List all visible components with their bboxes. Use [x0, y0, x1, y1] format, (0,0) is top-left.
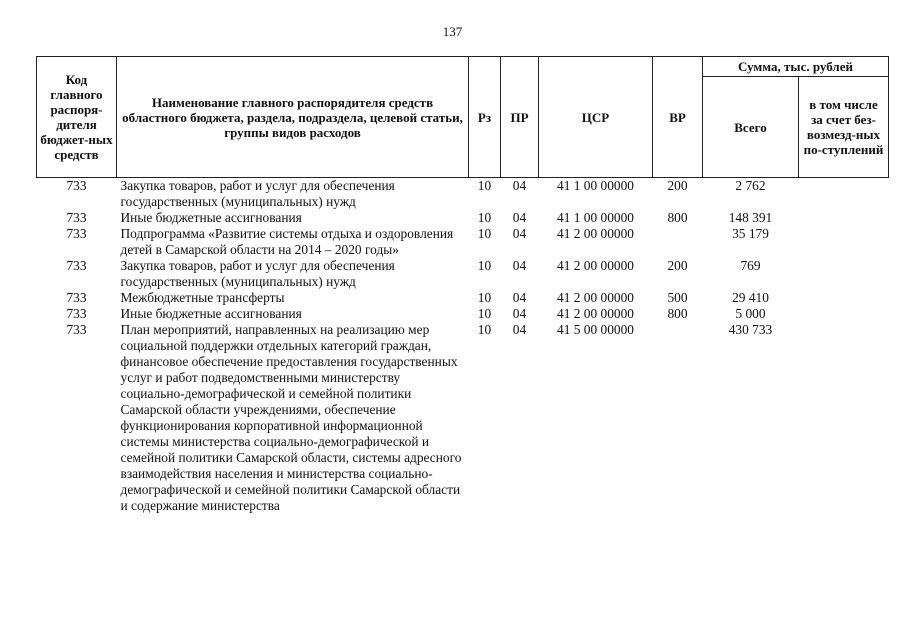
cell-rz: 10: [477, 226, 492, 241]
header-pr: ПР: [501, 57, 539, 178]
header-vr: ВР: [653, 57, 703, 178]
table-row: [37, 258, 889, 290]
header-total: Всего: [703, 77, 799, 178]
cell-name: Межбюджетные трансферты: [120, 290, 285, 305]
cell-total: 35 179: [732, 226, 769, 241]
cell-csr: 41 2 00 00000: [557, 306, 634, 321]
cell-name: Иные бюджетные ассигнования: [120, 306, 302, 321]
cell-name: Подпрограмма «Развитие системы отдыха и оздоровления детей в Самарской области на 2014 – 2020 годы»: [120, 226, 454, 257]
cell-name: Иные бюджетные ассигнования: [120, 210, 302, 225]
cell-csr: 41 2 00 00000: [557, 290, 634, 305]
cell-free: [799, 210, 889, 226]
cell-rz: 10: [477, 178, 492, 193]
cell-vr: [653, 322, 703, 514]
cell-total: 430 733: [728, 322, 773, 337]
cell-code: 733: [66, 226, 87, 241]
cell-code: 733: [66, 210, 87, 225]
page-number: 137: [442, 24, 463, 39]
cell-name: Закупка товаров, работ и услуг для обеспечения государственных (муниципальных) нужд: [120, 178, 395, 209]
cell-rz: 10: [477, 258, 492, 273]
table-row: [37, 178, 889, 211]
cell-total: 2 762: [735, 178, 766, 193]
cell-code: 733: [66, 306, 87, 321]
cell-csr: 41 2 00 00000: [557, 258, 634, 273]
budget-table: [36, 56, 889, 514]
cell-csr: 41 1 00 00000: [557, 210, 634, 225]
budget-table-container: [36, 56, 888, 514]
table-row: [37, 322, 889, 514]
cell-rz: 10: [477, 306, 492, 321]
cell-free: [799, 226, 889, 258]
header-free: в том числе за счет без-возмезд-ных по-ступлений: [799, 77, 889, 178]
cell-csr: 41 1 00 00000: [557, 178, 634, 193]
cell-name: План мероприятий, направленных на реализацию мер социальной поддержки отдельных категорий граждан, финансовое обеспечение предоставления государственных услуг и работ подведомственными министерству социально-демографической и семейной политики Самарской области учреждениями, обеспечение функционирования корпоративной информационной системы министерства социально-демографической и семейной политики Самарской области, системы адресного взаимодействия населения и министерства социально-демографической и семейной политики Самарской области и содержание министерства: [120, 322, 462, 513]
header-csr: ЦСР: [539, 57, 653, 178]
cell-code: 733: [66, 178, 87, 193]
cell-free: [799, 178, 889, 211]
cell-code: 733: [66, 258, 87, 273]
cell-pr: 04: [512, 258, 527, 273]
cell-free: [799, 306, 889, 322]
cell-free: [799, 322, 889, 514]
cell-vr: 800: [667, 210, 688, 225]
cell-csr: 41 5 00 00000: [557, 322, 634, 337]
cell-name: Закупка товаров, работ и услуг для обеспечения государственных (муниципальных) нужд: [120, 258, 395, 289]
cell-pr: 04: [512, 178, 527, 193]
cell-rz: 10: [477, 210, 492, 225]
cell-vr: 500: [667, 290, 688, 305]
cell-free: [799, 290, 889, 306]
table-row: [37, 290, 889, 306]
header-code: Код главного распоря-дителя бюджет-ных средств: [37, 57, 117, 178]
header-rz: Рз: [469, 57, 501, 178]
header-name: Наименование главного распорядителя средств областного бюджета, раздела, подраздела, целевой статьи, группы видов расходов: [117, 57, 469, 178]
cell-vr: 200: [667, 258, 688, 273]
table-row: [37, 226, 889, 258]
table-row: [37, 210, 889, 226]
cell-total: 769: [740, 258, 761, 273]
cell-code: 733: [66, 290, 87, 305]
header-sum: Сумма, тыс. рублей: [703, 57, 889, 77]
cell-vr: 200: [667, 178, 688, 193]
cell-code: 733: [66, 322, 87, 337]
table-row: [37, 306, 889, 322]
cell-vr: 800: [667, 306, 688, 321]
cell-pr: 04: [512, 322, 527, 337]
cell-pr: 04: [512, 306, 527, 321]
cell-pr: 04: [512, 210, 527, 225]
cell-pr: 04: [512, 226, 527, 241]
cell-vr: [653, 226, 703, 258]
table-header: [37, 57, 889, 178]
table-body: [37, 178, 889, 515]
cell-rz: 10: [477, 322, 492, 337]
cell-total: 5 000: [735, 306, 766, 321]
cell-total: 29 410: [732, 290, 769, 305]
cell-csr: 41 2 00 00000: [557, 226, 634, 241]
cell-total: 148 391: [728, 210, 773, 225]
cell-pr: 04: [512, 290, 527, 305]
cell-free: [799, 258, 889, 290]
cell-rz: 10: [477, 290, 492, 305]
